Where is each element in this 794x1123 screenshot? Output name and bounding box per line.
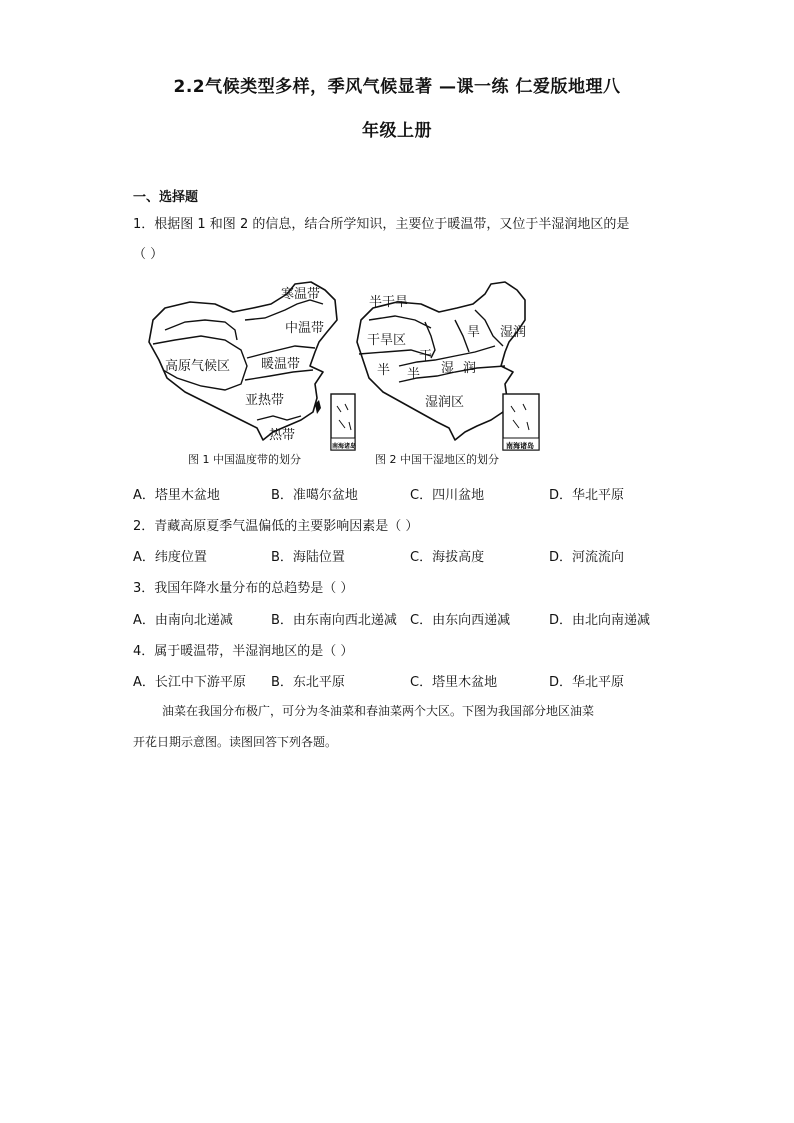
map2-inset-label: 南海诸岛 <box>506 442 534 450</box>
section-heading: 一、选择题 <box>133 190 199 205</box>
passage-line-2: 开花日期示意图。读图回答下列各题。 <box>133 735 338 749</box>
map-dry-wet-regions <box>355 280 545 455</box>
q1-stem-line-2: （ ） <box>133 247 164 262</box>
region-boundary-1 <box>369 316 431 328</box>
q4-option-c[interactable]: C．塔里木盆地 <box>410 675 498 690</box>
q2-option-b[interactable]: B．海陆位置 <box>271 550 345 565</box>
map2-label-8: 干 <box>419 349 433 364</box>
q4-options <box>133 671 693 691</box>
map1-label-1: 中温带 <box>285 321 325 336</box>
q4-option-a[interactable]: A．长江中下游平原 <box>133 675 246 690</box>
map2-inset <box>503 394 539 450</box>
map-temperature-zones <box>145 280 357 455</box>
q2-options <box>133 546 693 566</box>
map1-label-0: 寒温带 <box>281 287 321 302</box>
map1-label-5: 热带 <box>269 428 296 443</box>
q4-stem: 4．属于暖温带，半湿润地区的是（ ） <box>133 644 354 659</box>
page-title-line-2: 年级上册 <box>362 121 432 141</box>
map2-label-3: 湿润 <box>500 325 527 340</box>
map2-label-2: 旱 <box>467 325 481 340</box>
zone-boundary-1 <box>165 320 237 340</box>
map1-inset-label: 南海诸岛 <box>332 443 357 450</box>
map2-label-4: 半 <box>377 363 391 378</box>
map2-label-1: 干旱区 <box>367 333 407 348</box>
map1-label-3: 暖温带 <box>261 357 301 372</box>
passage-line-1: 油菜在我国分布极广，可分为冬油菜和春油菜两个大区。下图为我国部分地区油菜 <box>162 704 595 718</box>
map2-label-5: 半 <box>407 367 421 382</box>
map2-caption: 图 2 中国干湿地区的划分 <box>375 453 499 466</box>
q1-options <box>133 484 693 504</box>
map2-label-9: 湿润区 <box>425 395 465 410</box>
zone-boundary-2 <box>245 300 323 320</box>
q1-option-a[interactable]: A．塔里木盆地 <box>133 488 220 503</box>
map1-label-2: 高原气候区 <box>165 359 231 374</box>
q3-option-a[interactable]: A．由南向北递减 <box>133 613 233 628</box>
q2-option-d[interactable]: D．河流流向 <box>549 550 625 565</box>
q2-stem: 2．青藏高原夏季气温偏低的主要影响因素是（ ） <box>133 519 419 534</box>
map2-label-0: 半干旱 <box>369 295 409 310</box>
q3-stem: 3．我国年降水量分布的总趋势是（ ） <box>133 581 354 596</box>
q2-option-a[interactable]: A．纬度位置 <box>133 550 207 565</box>
q3-option-b[interactable]: B．由东南向西北递减 <box>271 613 397 628</box>
map1-caption: 图 1 中国温度带的划分 <box>188 453 301 466</box>
q4-option-d[interactable]: D．华北平原 <box>549 675 625 690</box>
map1-inset <box>331 394 356 450</box>
map1-label-4: 亚热带 <box>245 393 285 408</box>
map2-label-7: 润 <box>463 361 477 376</box>
q3-options <box>133 609 693 629</box>
map2-label-6: 湿 <box>441 361 455 376</box>
zone-boundary-6 <box>257 416 301 420</box>
q3-option-d[interactable]: D．由北向南递减 <box>549 613 651 628</box>
q4-option-b[interactable]: B．东北平原 <box>271 675 345 690</box>
q1-stem-line-1: 1．根据图 1 和图 2 的信息，结合所学知识，主要位于暖温带，又位于半湿润地区的是 <box>133 217 630 232</box>
page-title-line-1: 2.2气候类型多样，季风气候显著 —课一练 仁爱版地理八 <box>173 77 621 97</box>
q1-option-b[interactable]: B．准噶尔盆地 <box>271 488 358 503</box>
q1-option-d[interactable]: D．华北平原 <box>549 488 625 503</box>
q2-option-c[interactable]: C．海拔高度 <box>410 550 485 565</box>
q1-option-c[interactable]: C．四川盆地 <box>410 488 485 503</box>
q3-option-c[interactable]: C．由东向西递减 <box>410 613 511 628</box>
